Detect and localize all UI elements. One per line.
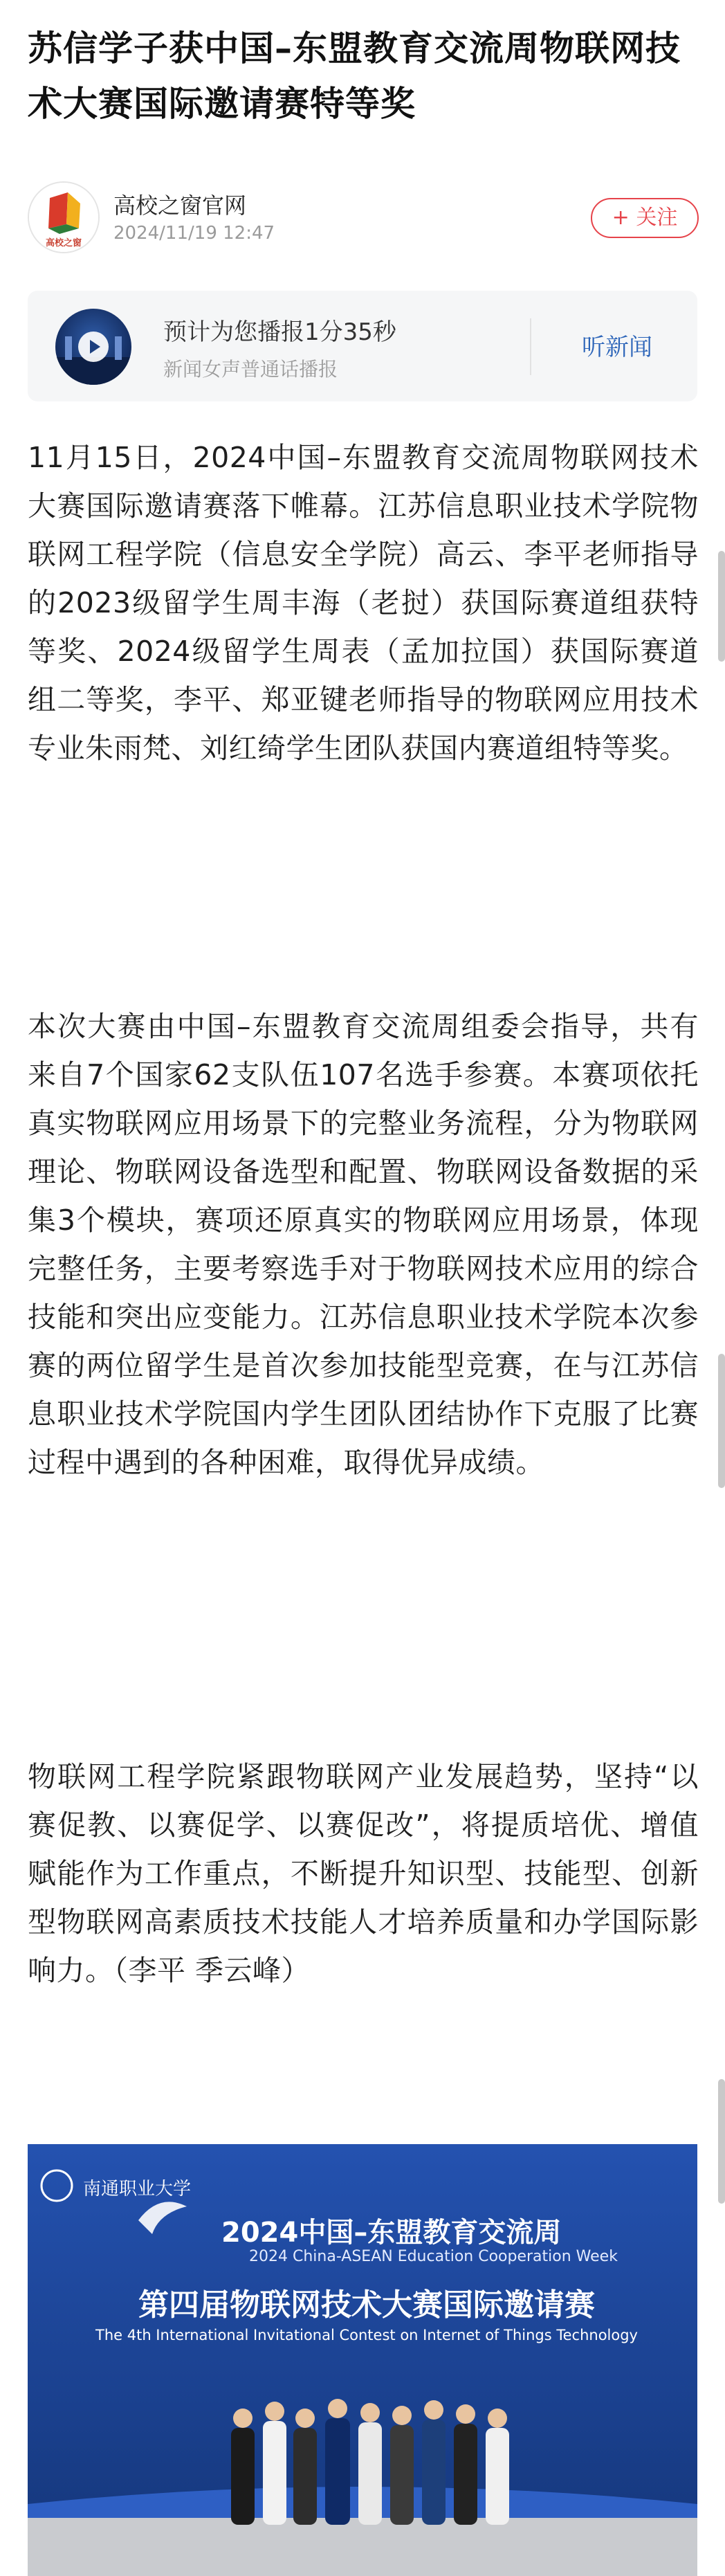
audio-divider (530, 318, 531, 375)
body-paragraph: 本次大赛由中国–东盟教育交流周组委会指导，共有来自7个国家62支队伍107名选手参赛。本赛项依托真实物联网应用场景下的完整业务流程，分为物联网理论、物联网设备选型和配置、物联网设备数据的采集3个模块，赛项还原真实的物联网应用场景，体现完整任务，主要考察选手对于物联网技术应用的综合技能和突出应变能力。江苏信息职业技术学院本次参赛的两位留学生是首次参加技能型竞赛，在与江苏信息职业技术学院国内学生团队团结协作下克服了比赛过程中遇到的各种困难，取得优异成绩。 (28, 1010, 699, 1479)
author-avatar[interactable] (28, 181, 100, 253)
contest-subtitle: The 4th International Invitational Contest on Internet of Things Technology (95, 2327, 638, 2343)
audio-player-card[interactable] (28, 291, 697, 401)
article-photo[interactable] (28, 2144, 697, 2576)
event-photo-image (28, 2144, 697, 2576)
play-icon[interactable] (78, 332, 109, 362)
scrollbar-thumb[interactable] (718, 2079, 725, 2204)
avatar-text: 高校之窗 (45, 238, 82, 248)
audio-duration-text: 预计为您播报1分35秒 (163, 318, 396, 346)
publish-time: 2024/11/19 12:47 (113, 223, 275, 244)
audio-thumbnail (55, 309, 131, 385)
author-row (28, 181, 699, 255)
people-group (231, 2418, 509, 2525)
listen-news-button[interactable]: 听新闻 (582, 334, 652, 361)
article-title: 苏信学子获中国–东盟教育交流周物联网技术大赛国际邀请赛特等奖 (28, 28, 681, 124)
school-name: 南通职业大学 (83, 2179, 192, 2199)
banner-title: 2024中国–东盟教育交流周 (221, 2217, 562, 2249)
scrollbar-thumb[interactable] (718, 1354, 725, 1488)
audio-voice-text: 新闻女声普通话播报 (163, 358, 338, 381)
banner-subtitle: 2024 China-ASEAN Education Cooperation Week (249, 2248, 618, 2265)
follow-button[interactable]: + 关注 (591, 198, 699, 238)
author-name[interactable]: 高校之窗官网 (113, 192, 247, 219)
contest-title: 第四届物联网技术大赛国际邀请赛 (138, 2287, 595, 2323)
body-paragraph: 物联网工程学院紧跟物联网产业发展趋势，坚持“以赛促教、以赛促学、以赛促改”，将提质培优、增值赋能作为工作重点，不断提升知识型、技能型、创新型物联网高素质技术技能人才培养质量和办学国际影响力。（李平 季云峰） (28, 1760, 699, 1987)
scrollbar-thumb[interactable] (718, 551, 725, 662)
body-paragraph: 11月15日，2024中国–东盟教育交流周物联网技术大赛国际邀请赛落下帷幕。江苏信息职业技术学院物联网工程学院（信息安全学院）高云、李平老师指导的2023级留学生周丰海（老挝）获国际赛道组获特等奖、2024级留学生周表（孟加拉国）获国际赛道组二等奖，李平、郑亚键老师指导的物联网应用技术专业朱雨梵、刘红绮学生团队获国内赛道组特等奖。 (28, 441, 699, 765)
